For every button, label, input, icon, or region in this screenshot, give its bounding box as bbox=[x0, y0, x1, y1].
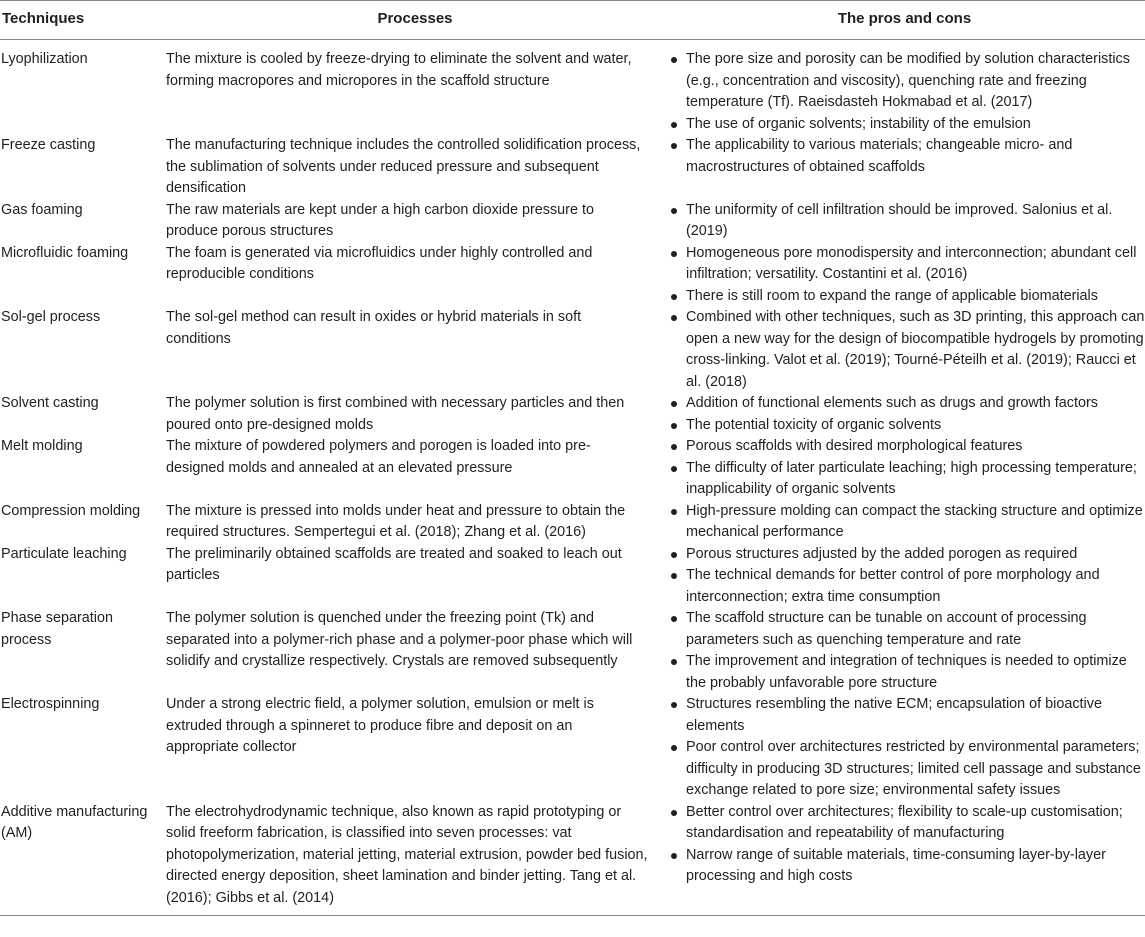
pros-cons-cell bbox=[666, 436, 1145, 501]
pros-cons-cell bbox=[666, 501, 1145, 544]
table-row bbox=[0, 40, 1145, 136]
pros-cons-cell bbox=[666, 243, 1145, 308]
pros-cons-item: High-pressure molding can compact the stacking structure and optimize mechanical performance bbox=[668, 501, 1145, 544]
process-cell: The mixture of powdered polymers and porogen is loaded into pre-designed molds and annealed at an elevated pressure bbox=[166, 438, 591, 476]
technique-cell: Particulate leaching bbox=[1, 545, 127, 562]
pros-cons-cell bbox=[666, 608, 1145, 694]
process-cell: The electrohydrodynamic technique, also known as rapid prototyping or solid freeform fabrication, is classified into seven processes: vat photopolymerization, material jetting, material extrusion, powder bed fusion, directed energy deposition, sheet lamination and binder jetting. Tang et al. (2016); Gibbs et al. (2014) bbox=[166, 802, 666, 916]
header-row bbox=[0, 1, 1145, 40]
pros-cons-item: Porous scaffolds with desired morphological features bbox=[668, 436, 1145, 458]
pros-cons-item: Poor control over architectures restricted by environmental parameters; difficulty in producing 3D structures; limited cell passage and substance exchange related to pore size; environmental safety issues bbox=[668, 737, 1145, 802]
pros-cons-cell bbox=[666, 694, 1145, 802]
technique-cell: Gas foaming bbox=[1, 201, 83, 218]
process-cell: The mixture is cooled by freeze-drying to eliminate the solvent and water, forming macropores and micropores in the scaffold structure bbox=[166, 51, 632, 89]
pros-cons-cell bbox=[666, 200, 1145, 243]
pros-cons-list bbox=[668, 501, 1145, 544]
pros-cons-item: Structures resembling the native ECM; encapsulation of bioactive elements bbox=[668, 694, 1145, 737]
table-row bbox=[0, 802, 1145, 916]
header-pros-cons: The pros and cons bbox=[666, 1, 1145, 40]
process-cell: The sol-gel method can result in oxides or hybrid materials in soft conditions bbox=[166, 309, 582, 347]
table-header bbox=[0, 1, 1145, 40]
technique-cell: Sol-gel process bbox=[1, 309, 101, 325]
technique-cell: Solvent casting bbox=[1, 395, 99, 411]
technique-cell: Phase separation process bbox=[1, 610, 114, 648]
pros-cons-cell bbox=[666, 307, 1145, 393]
pros-cons-list bbox=[668, 393, 1145, 436]
table-row bbox=[0, 393, 1145, 436]
pros-cons-cell bbox=[666, 393, 1145, 436]
process-cell: The preliminarily obtained scaffolds are treated and soaked to leach out particles bbox=[166, 545, 622, 583]
pros-cons-list bbox=[668, 436, 1145, 501]
pros-cons-item: The improvement and integration of techniques is needed to optimize the probably unfavorable pore structure bbox=[668, 651, 1145, 694]
pros-cons-item: Combined with other techniques, such as 3D printing, this approach can open a new way for the design of biocompatible hydrogels by promoting cross-linking. Valot et al. (2019); Tourné-Péteilh et al. (2019); Raucci et al. (2018) bbox=[668, 307, 1145, 393]
pros-cons-cell bbox=[666, 544, 1145, 609]
table-body bbox=[0, 40, 1145, 916]
pros-cons-item: The use of organic solvents; instability of the emulsion bbox=[668, 114, 1145, 136]
table-row bbox=[0, 501, 1145, 544]
process-cell: The polymer solution is quenched under the freezing point (Tk) and separated into a polymer-rich phase and a polymer-poor phase which will solidify and crystallize respectively. Crystals are removed subsequently bbox=[166, 610, 633, 669]
pros-cons-list bbox=[668, 49, 1145, 135]
pros-cons-item: The applicability to various materials; changeable micro- and macrostructures of obtained scaffolds bbox=[668, 135, 1145, 178]
table-row bbox=[0, 307, 1145, 393]
pros-cons-item: The difficulty of later particulate leaching; high processing temperature; inapplicability of organic solvents bbox=[668, 458, 1145, 501]
pros-cons-item: There is still room to expand the range of applicable biomaterials bbox=[668, 286, 1145, 308]
pros-cons-item: The uniformity of cell infiltration should be improved. Salonius et al. (2019) bbox=[668, 200, 1145, 243]
pros-cons-item: Narrow range of suitable materials, time-consuming layer-by-layer processing and high costs bbox=[668, 845, 1145, 888]
pros-cons-list bbox=[668, 694, 1145, 802]
pros-cons-list bbox=[668, 200, 1145, 243]
pros-cons-list bbox=[668, 135, 1145, 178]
pros-cons-item: The technical demands for better control of pore morphology and interconnection; extra time consumption bbox=[668, 565, 1145, 608]
pros-cons-item: Porous structures adjusted by the added porogen as required bbox=[668, 544, 1145, 566]
pros-cons-list bbox=[668, 307, 1145, 393]
table-row bbox=[0, 544, 1145, 609]
header-techniques: Techniques bbox=[0, 1, 166, 40]
pros-cons-item: The pore size and porosity can be modified by solution characteristics (e.g., concentration and viscosity), quenching rate and freezing temperature (Tf). Raeisdasteh Hokmabad et al. (2017) bbox=[668, 49, 1145, 114]
technique-cell: Freeze casting bbox=[1, 137, 96, 153]
pros-cons-list bbox=[668, 544, 1145, 609]
table-row bbox=[0, 243, 1145, 308]
table-row bbox=[0, 135, 1145, 200]
process-cell: The foam is generated via microfluidics under highly controlled and reproducible conditions bbox=[166, 244, 593, 282]
process-cell: The raw materials are kept under a high carbon dioxide pressure to produce porous structures bbox=[166, 201, 594, 239]
pros-cons-cell bbox=[666, 40, 1145, 136]
technique-cell: Additive manufacturing (AM) bbox=[0, 802, 166, 916]
pros-cons-list bbox=[668, 608, 1145, 694]
pros-cons-list bbox=[668, 802, 1145, 888]
pros-cons-item: The scaffold structure can be tunable on account of processing parameters such as quenching temperature and rate bbox=[668, 608, 1145, 651]
table-row bbox=[0, 200, 1145, 243]
process-cell: The polymer solution is first combined with necessary particles and then poured onto pre-designed molds bbox=[166, 395, 625, 433]
pros-cons-list bbox=[668, 243, 1145, 308]
pros-cons-item: Better control over architectures; flexibility to scale-up customisation; standardisation and repeatability of manufacturing bbox=[668, 802, 1145, 845]
table-row bbox=[0, 608, 1145, 694]
process-cell: Under a strong electric field, a polymer solution, emulsion or melt is extruded through a spinneret to produce fibre and deposit on an appropriate collector bbox=[166, 696, 594, 755]
process-cell: The manufacturing technique includes the controlled solidification process, the sublimation of solvents under reduced pressure and subsequent densification bbox=[166, 137, 641, 196]
technique-cell: Microfluidic foaming bbox=[1, 244, 129, 261]
pros-cons-item: Addition of functional elements such as drugs and growth factors bbox=[668, 393, 1145, 415]
technique-cell: Lyophilization bbox=[1, 51, 88, 67]
process-cell: The mixture is pressed into molds under heat and pressure to obtain the required structures. Sempertegui et al. (2018); Zhang et al. (2016) bbox=[166, 502, 626, 540]
technique-cell: Electrospinning bbox=[1, 696, 100, 712]
header-processes: Processes bbox=[166, 1, 666, 40]
technique-cell: Compression molding bbox=[1, 502, 141, 519]
table-row bbox=[0, 694, 1145, 802]
pros-cons-item: The potential toxicity of organic solvents bbox=[668, 415, 1145, 437]
table-row bbox=[0, 436, 1145, 501]
technique-cell: Melt molding bbox=[1, 438, 83, 454]
pros-cons-cell bbox=[666, 135, 1145, 200]
pros-cons-item: Homogeneous pore monodispersity and interconnection; abundant cell infiltration; versatility. Costantini et al. (2016) bbox=[668, 243, 1145, 286]
pros-cons-cell bbox=[666, 802, 1145, 916]
